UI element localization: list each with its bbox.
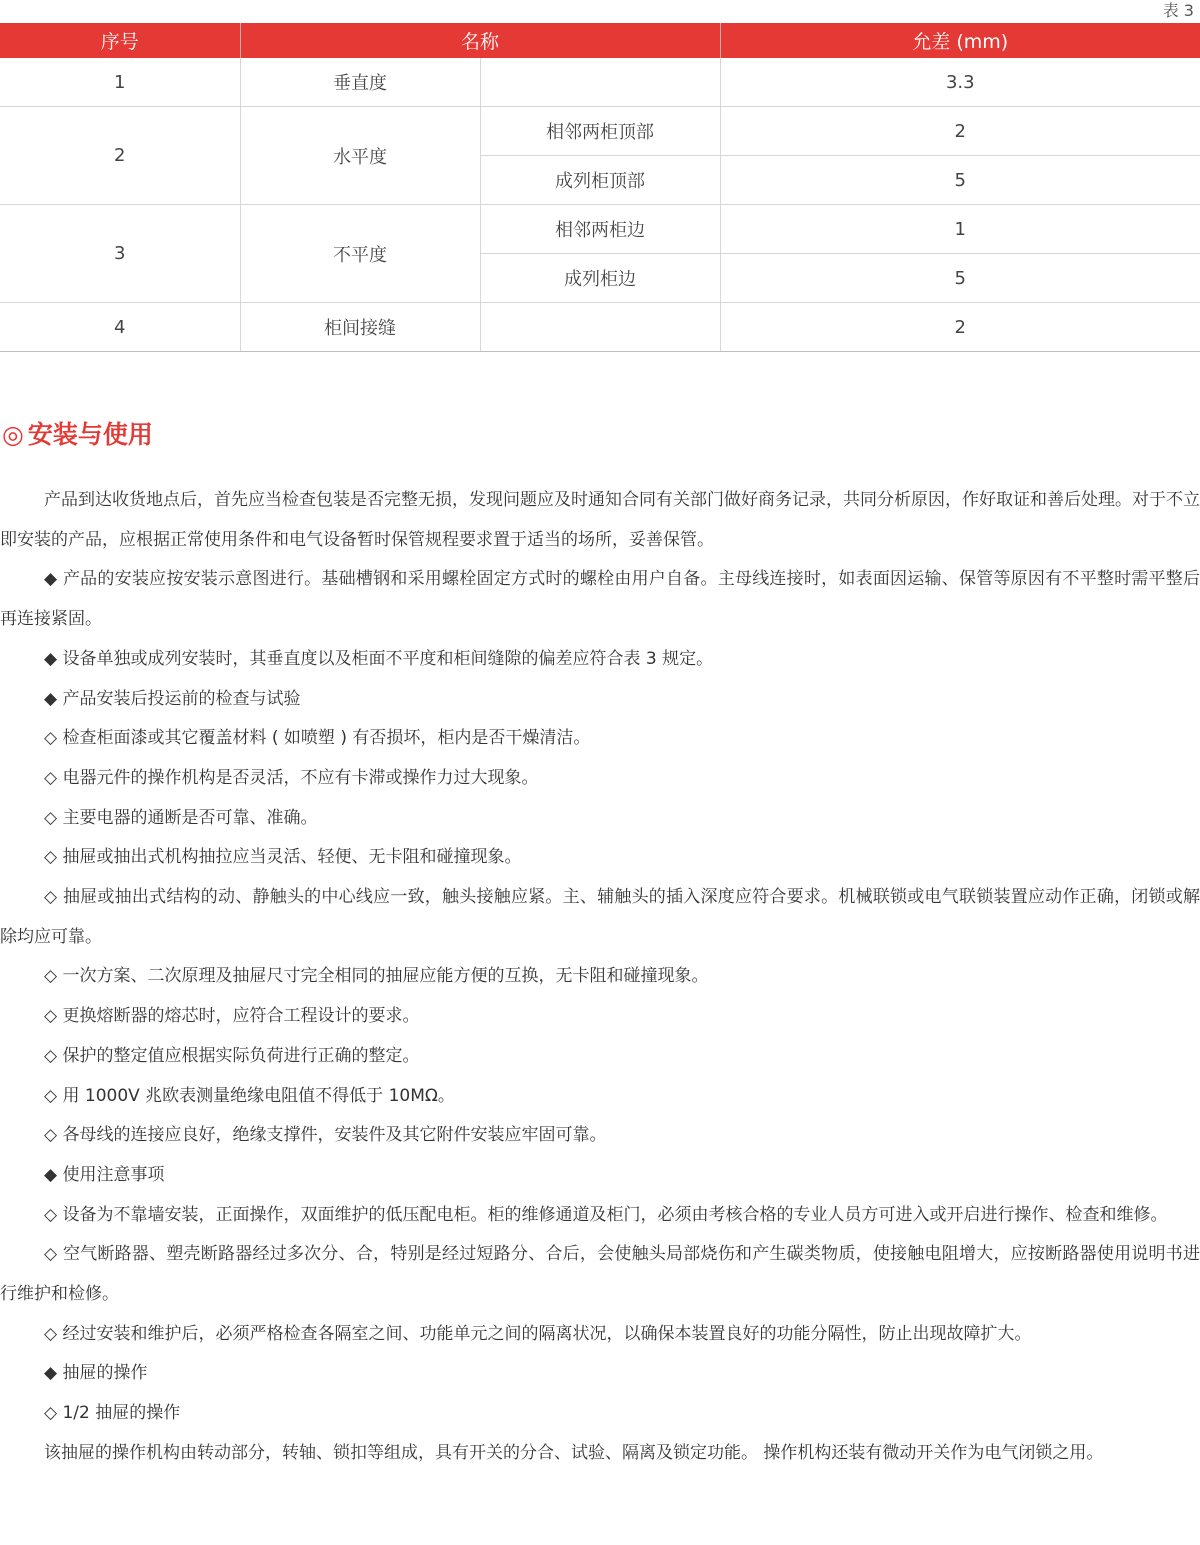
paragraph: ◇ 保护的整定值应根据实际负荷进行正确的整定。 xyxy=(44,1045,420,1066)
cell-value: 1 xyxy=(720,205,1200,254)
section-title xyxy=(2,418,153,452)
cell-no: 1 xyxy=(0,58,240,107)
cell-name: 水平度 xyxy=(240,107,480,205)
table-caption: 表 3 xyxy=(1162,1,1194,20)
paragraph: 产品到达收货地点后，首先应当检查包装是否完整无损，发现问题应及时通知合同有关部门做好商务记录，共同分析原因，作好取证和善后处理。对于不立即安装的产品，应根据正常使用条件和电气设备暂时保管规程要求置于适当的场所，妥善保管。 xyxy=(0,490,1200,550)
cell-sub xyxy=(480,303,720,352)
header-no: 序号 xyxy=(0,23,240,58)
tolerance-table xyxy=(0,23,1200,352)
cell-sub: 成列柜边 xyxy=(480,254,720,303)
paragraph: ◇ 设备为不靠墙安装，正面操作，双面维护的低压配电柜。柜的维修通道及柜门，必须由考核合格的专业人员方可进入或开启进行操作、检查和维修。 xyxy=(44,1204,1168,1225)
paragraph: ◇ 一次方案、二次原理及抽屉尺寸完全相同的抽屉应能方便的互换，无卡阻和碰撞现象。 xyxy=(44,966,709,987)
paragraph: ◆ 产品安装后投运前的检查与试验 xyxy=(44,688,301,709)
paragraph: ◆ 使用注意事项 xyxy=(44,1164,165,1185)
paragraph: ◇ 电器元件的操作机构是否灵活，不应有卡滞或操作力过大现象。 xyxy=(44,767,539,788)
paragraph: ◇ 检查柜面漆或其它覆盖材料 ( 如喷塑 ) 有否损坏，柜内是否干燥清洁。 xyxy=(44,728,591,749)
paragraph: ◇ 1/2 抽屉的操作 xyxy=(44,1403,181,1424)
section-content xyxy=(0,481,1200,1474)
paragraph: ◆ 设备单独或成列安装时，其垂直度以及柜面不平度和柜间缝隙的偏差应符合表 3 规定。 xyxy=(44,648,714,669)
cell-sub xyxy=(480,58,720,107)
paragraph: ◇ 主要电器的通断是否可靠、准确。 xyxy=(44,807,318,828)
cell-sub: 相邻两柜边 xyxy=(480,205,720,254)
paragraph: ◇ 抽屉或抽出式结构的动、静触头的中心线应一致，触头接触应紧。主、辅触头的插入深度应符合要求。机械联锁或电气联锁装置应动作正确，闭锁或解除均应可靠。 xyxy=(0,887,1200,947)
paragraph: ◇ 空气断路器、塑壳断路器经过多次分、合，特别是经过短路分、合后，会使触头局部烧伤和产生碳类物质，使接触电阻增大，应按断路器使用说明书进行维护和检修。 xyxy=(0,1244,1200,1305)
table-row xyxy=(0,58,1200,107)
cell-no: 2 xyxy=(0,107,240,205)
cell-value: 5 xyxy=(720,156,1200,205)
paragraph: ◇ 抽屉或抽出式机构抽拉应当灵活、轻便、无卡阻和碰撞现象。 xyxy=(44,847,522,868)
cell-no: 3 xyxy=(0,205,240,303)
double-circle-icon: ◎ xyxy=(2,420,24,449)
cell-sub: 成列柜顶部 xyxy=(480,156,720,205)
table-header-row xyxy=(0,23,1200,58)
cell-sub: 相邻两柜顶部 xyxy=(480,107,720,156)
paragraph: ◇ 用 1000V 兆欧表测量绝缘电阻值不得低于 10MΩ。 xyxy=(44,1085,455,1106)
table-row xyxy=(0,107,1200,156)
cell-value: 3.3 xyxy=(720,58,1200,107)
section-title-text: 安装与使用 xyxy=(27,420,153,449)
cell-no: 4 xyxy=(0,303,240,352)
header-tolerance: 允差 (mm) xyxy=(720,23,1200,58)
cell-value: 2 xyxy=(720,107,1200,156)
paragraph: ◇ 更换熔断器的熔芯时，应符合工程设计的要求。 xyxy=(44,1006,420,1027)
cell-name: 不平度 xyxy=(240,205,480,303)
table-row xyxy=(0,205,1200,254)
table-row xyxy=(0,303,1200,352)
cell-value: 5 xyxy=(720,254,1200,303)
paragraph: ◇ 经过安装和维护后，必须严格检查各隔室之间、功能单元之间的隔离状况，以确保本装置良好的功能分隔性，防止出现故障扩大。 xyxy=(44,1323,1032,1344)
cell-name: 柜间接缝 xyxy=(240,303,480,352)
cell-value: 2 xyxy=(720,303,1200,352)
header-name: 名称 xyxy=(240,23,720,58)
cell-name: 垂直度 xyxy=(240,58,480,107)
paragraph: ◇ 各母线的连接应良好，绝缘支撑件，安装件及其它附件安装应牢固可靠。 xyxy=(44,1125,607,1146)
paragraph: ◆ 产品的安装应按安装示意图进行。基础槽钢和采用螺栓固定方式时的螺栓由用户自备。主母线连接时，如表面因运输、保管等原因有不平整时需平整后再连接紧固。 xyxy=(0,569,1200,630)
paragraph: 该抽屉的操作机构由转动部分，转轴、锁扣等组成，具有开关的分合、试验、隔离及锁定功能。 操作机构还装有微动开关作为电气闭锁之用。 xyxy=(44,1442,1104,1463)
paragraph: ◆ 抽屉的操作 xyxy=(44,1363,148,1384)
